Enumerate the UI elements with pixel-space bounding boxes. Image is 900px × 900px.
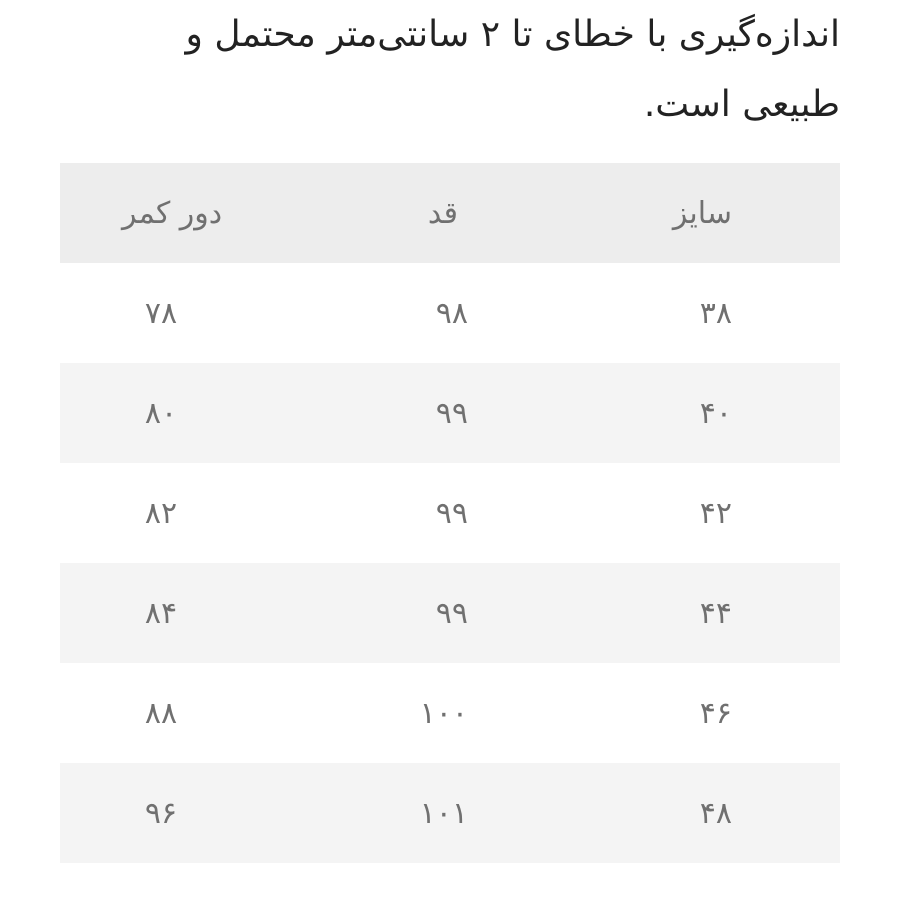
table-row: [60, 663, 840, 763]
size-chart-table: [60, 163, 840, 863]
cell-height: ۹۹: [435, 395, 469, 431]
cell-waist: ۸۰: [144, 395, 178, 431]
header-waist: دور کمر: [122, 195, 223, 231]
note-line-1: اندازه‌گیری با خطای تا ۲ سانتی‌متر محتمل و: [185, 14, 840, 55]
measurement-note: [80, 0, 840, 140]
cell-size: ۴۲: [699, 495, 732, 531]
header-height: قد: [427, 195, 459, 231]
table-row: [60, 763, 840, 863]
cell-size: ۴۴: [699, 595, 732, 631]
table-row: [60, 563, 840, 663]
table-header-row: [60, 163, 840, 263]
table-row: [60, 463, 840, 563]
cell-waist: ۸۴: [144, 595, 178, 631]
cell-height: ۱۰۰: [419, 695, 469, 731]
cell-waist: ۹۶: [144, 795, 178, 831]
cell-size: ۳۸: [699, 295, 732, 331]
cell-height: ۱۰۱: [419, 795, 469, 831]
cell-height: ۹۸: [435, 295, 469, 331]
cell-size: ۴۶: [699, 695, 732, 731]
cell-waist: ۷۸: [144, 295, 178, 331]
cell-height: ۹۹: [435, 495, 469, 531]
cell-height: ۹۹: [435, 595, 469, 631]
cell-size: ۴۸: [699, 795, 732, 831]
header-size: سایز: [672, 195, 732, 231]
cell-size: ۴۰: [699, 395, 732, 431]
table-row: [60, 363, 840, 463]
note-line-2: طبیعی است.: [643, 84, 840, 125]
table-row: [60, 263, 840, 363]
cell-waist: ۸۸: [144, 695, 178, 731]
cell-waist: ۸۲: [144, 495, 178, 531]
